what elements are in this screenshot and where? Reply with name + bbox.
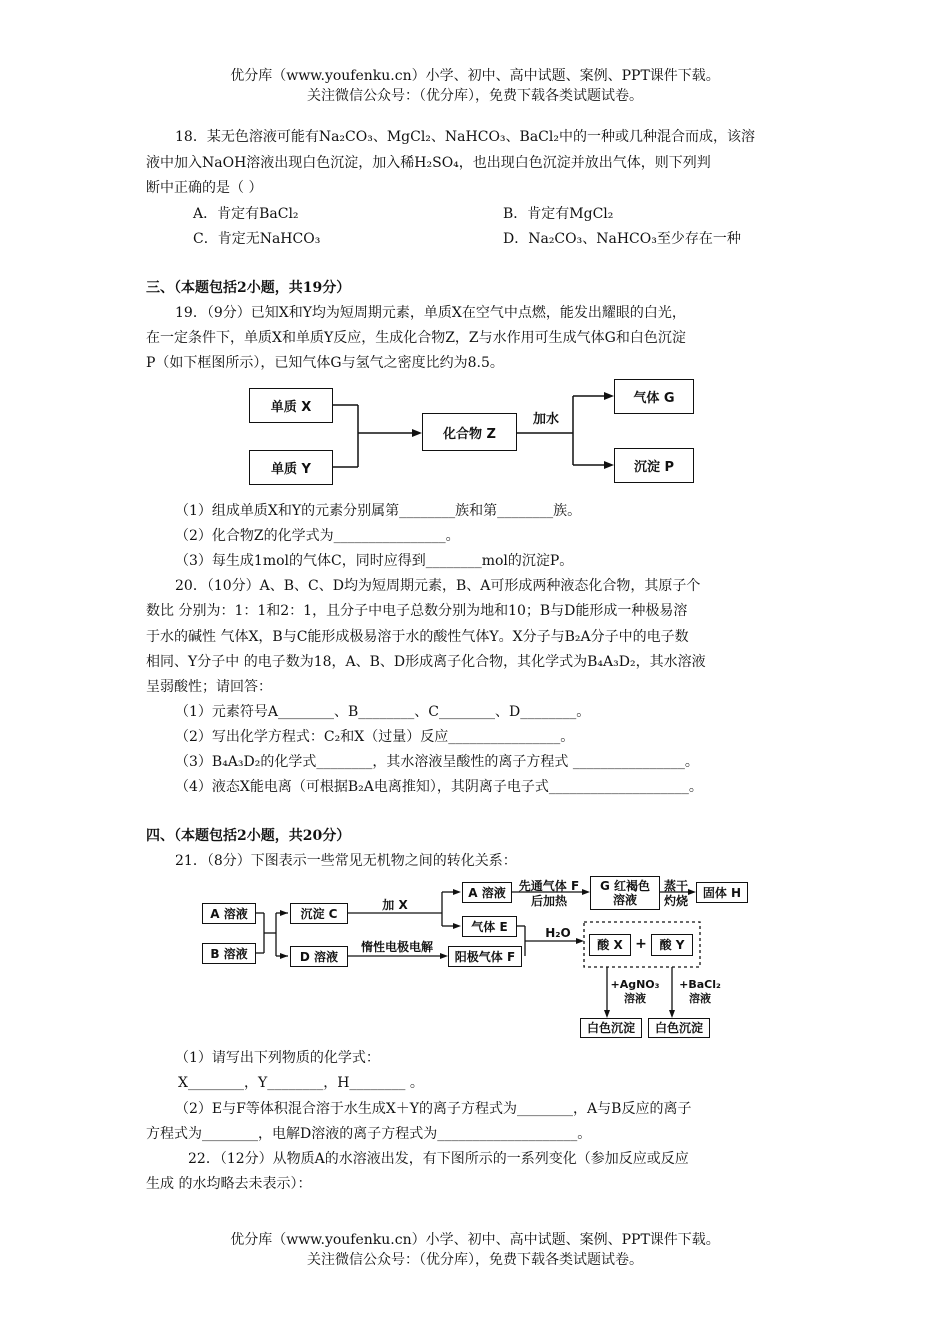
q21-label-evaporate: 蒸干 xyxy=(663,879,688,893)
q19-line-2: 在一定条件下，单质X和单质Y反应，生成化合物Z，Z与水作用可生成气体G和白色沉淀 xyxy=(146,330,686,346)
q21-label-bacl2-solution: 溶液 xyxy=(689,992,711,1005)
q21-box-precipitate-c: 沉淀 C xyxy=(290,903,348,924)
q21-box-d-solution: D 溶液 xyxy=(290,946,348,967)
q21-box-a-solution: A 溶液 xyxy=(202,903,256,924)
q21-label-agno3: +AgNO₃ xyxy=(610,978,660,991)
q21-label-plus: + xyxy=(635,936,647,952)
q21-label-then-heat: 后加热 xyxy=(530,894,567,908)
q21-label-bacl2: +BaCl₂ xyxy=(679,978,721,991)
q21-box-gas-e: 气体 E xyxy=(462,916,517,937)
footer-line-1: 优分库（www.youfenku.cn）小学、初中、高中试题、案例、PPT课件下载。 xyxy=(230,1232,720,1248)
q21-label-first-gas-f: 先通气体 F xyxy=(518,879,580,893)
q21-sub-1: （1）请写出下列物质的化学式： xyxy=(175,1050,380,1066)
q21-box-a-solution-2: A 溶液 xyxy=(462,882,512,903)
footer-line-2: 关注微信公众号：（优分库），免费下载各类试题试卷。 xyxy=(307,1252,643,1268)
q21-line-1: 21．（8分）下图表示一些常见无机物之间的转化关系： xyxy=(175,853,517,869)
q19-line-1: 19．（9分）已知X和Y均为短周期元素，单质X在空气中点燃，能发出耀眼的白光， xyxy=(175,305,686,321)
q18-option-a: A．肯定有BaCl₂ xyxy=(193,206,299,222)
q21-sub-1b: X________，Y________，H________ 。 xyxy=(178,1075,424,1091)
q20-line-3: 于水的碱性 气体X，B与C能形成极易溶于水的酸性气体Y。X分子与B₂A分子中的电子数 xyxy=(146,629,689,645)
q21-box-anode-gas-f: 阳极气体 F xyxy=(448,946,522,967)
q21-box-b-solution: B 溶液 xyxy=(202,943,256,964)
q19-line-3: P（如下框图所示），已知气体G与氢气之密度比约为8.5。 xyxy=(146,355,504,371)
diagram-box-precipitate-p: 沉淀 P xyxy=(614,448,694,483)
diagram-label-add-water: 加水 xyxy=(532,412,559,427)
q19-sub-2: （2）化合物Z的化学式为________________。 xyxy=(175,528,460,544)
q22-line-2: 生成 的水均略去未表示）： xyxy=(146,1176,312,1192)
q21-box-acid-x: 酸 X xyxy=(589,934,631,956)
q18-option-c: C．肯定无NaHCO₃ xyxy=(193,231,321,247)
q20-sub-4: （4）液态X能电离（可根据B₂A电离推知），其阴离子电子式____________________。 xyxy=(175,779,703,795)
q21-label-ignite: 灼烧 xyxy=(663,894,688,908)
q22-line-1: 22．（12分）从物质A的水溶液出发，有下图所示的一系列变化（参加反应或反应 xyxy=(188,1151,689,1167)
q21-sub-2b: 方程式为________，电解D溶液的离子方程式为____________________。 xyxy=(146,1126,592,1142)
q20-line-5: 呈弱酸性；请回答： xyxy=(146,679,272,695)
q21-g-line-1: G 红褐色 xyxy=(599,879,651,893)
q20-sub-3: （3）B₄A₃D₂的化学式________，其水溶液呈酸性的离子方程式 ________________。 xyxy=(175,754,699,770)
q19-sub-1: （1）组成单质X和Y的元素分别属第________族和第________族。 xyxy=(175,503,582,519)
q21-box-white-precipitate-2: 白色沉淀 xyxy=(648,1018,710,1038)
q18-option-b: B．肯定有MgCl₂ xyxy=(503,206,614,222)
q21-box-solid-h: 固体 H xyxy=(696,882,748,903)
diagram-box-element-y: 单质 Y xyxy=(249,450,333,485)
q18-option-d: D．Na₂CO₃、NaHCO₃至少存在一种 xyxy=(503,231,741,247)
section-3-title: 三、（本题包括2小题，共19分） xyxy=(146,280,351,296)
diagram-box-compound-z: 化合物 Z xyxy=(422,413,517,451)
q21-label-add-x: 加 X xyxy=(382,898,408,912)
q21-label-water: H₂O xyxy=(545,926,571,940)
q21-g-line-2: 溶液 xyxy=(612,893,637,907)
header-line-1: 优分库（www.youfenku.cn）小学、初中、高中试题、案例、PPT课件下载。 xyxy=(230,68,720,84)
q20-sub-2: （2）写出化学方程式：C₂和X（过量）反应________________。 xyxy=(175,729,575,745)
q21-box-g-red-brown xyxy=(590,876,660,910)
q18-line-2: 液中加入NaOH溶液出现白色沉淀，加入稀H₂SO₄，也出现白色沉淀并放出气体，则下列判 xyxy=(146,155,711,171)
diagram-box-element-x: 单质 X xyxy=(249,388,333,423)
q21-label-agno3-solution: 溶液 xyxy=(624,992,646,1005)
diagram-box-gas-g: 气体 G xyxy=(614,379,694,414)
q20-sub-1: （1）元素符号A________、B________、C________、D________。 xyxy=(175,704,591,720)
q21-box-acid-y: 酸 Y xyxy=(651,934,693,956)
q21-label-electrolysis: 惰性电极电解 xyxy=(360,940,433,954)
q18-line-3: 断中正确的是（ ） xyxy=(146,180,263,196)
section-4-title: 四、（本题包括2小题，共20分） xyxy=(146,828,351,844)
q19-sub-3: （3）每生成1mol的气体C，同时应得到________mol的沉淀P。 xyxy=(175,553,574,569)
q21-box-white-precipitate-1: 白色沉淀 xyxy=(580,1018,642,1038)
header-line-2: 关注微信公众号：（优分库），免费下载各类试题试卷。 xyxy=(307,88,643,104)
q18-line-1: 18．某无色溶液可能有Na₂CO₃、MgCl₂、NaHCO₃、BaCl₂中的一种或几种混合而成，该溶 xyxy=(175,129,755,145)
q20-line-1: 20．（10分）A、B、C、D均为短周期元素，B、A可形成两种液态化合物，其原子个 xyxy=(175,578,701,594)
q20-line-4: 相同、Y分子中 的电子数为18，A、B、D形成离子化合物，其化学式为B₄A₃D₂，其水溶液 xyxy=(146,654,706,670)
q21-sub-2a: （2）E与F等体积混合溶于水生成X＋Y的离子方程式为________，A与B反应的离子 xyxy=(175,1101,692,1117)
q20-line-2: 数比 分别为：1：1和2：1，且分子中电子总数分别为地和10；B与D能形成一种极易溶 xyxy=(146,603,688,619)
